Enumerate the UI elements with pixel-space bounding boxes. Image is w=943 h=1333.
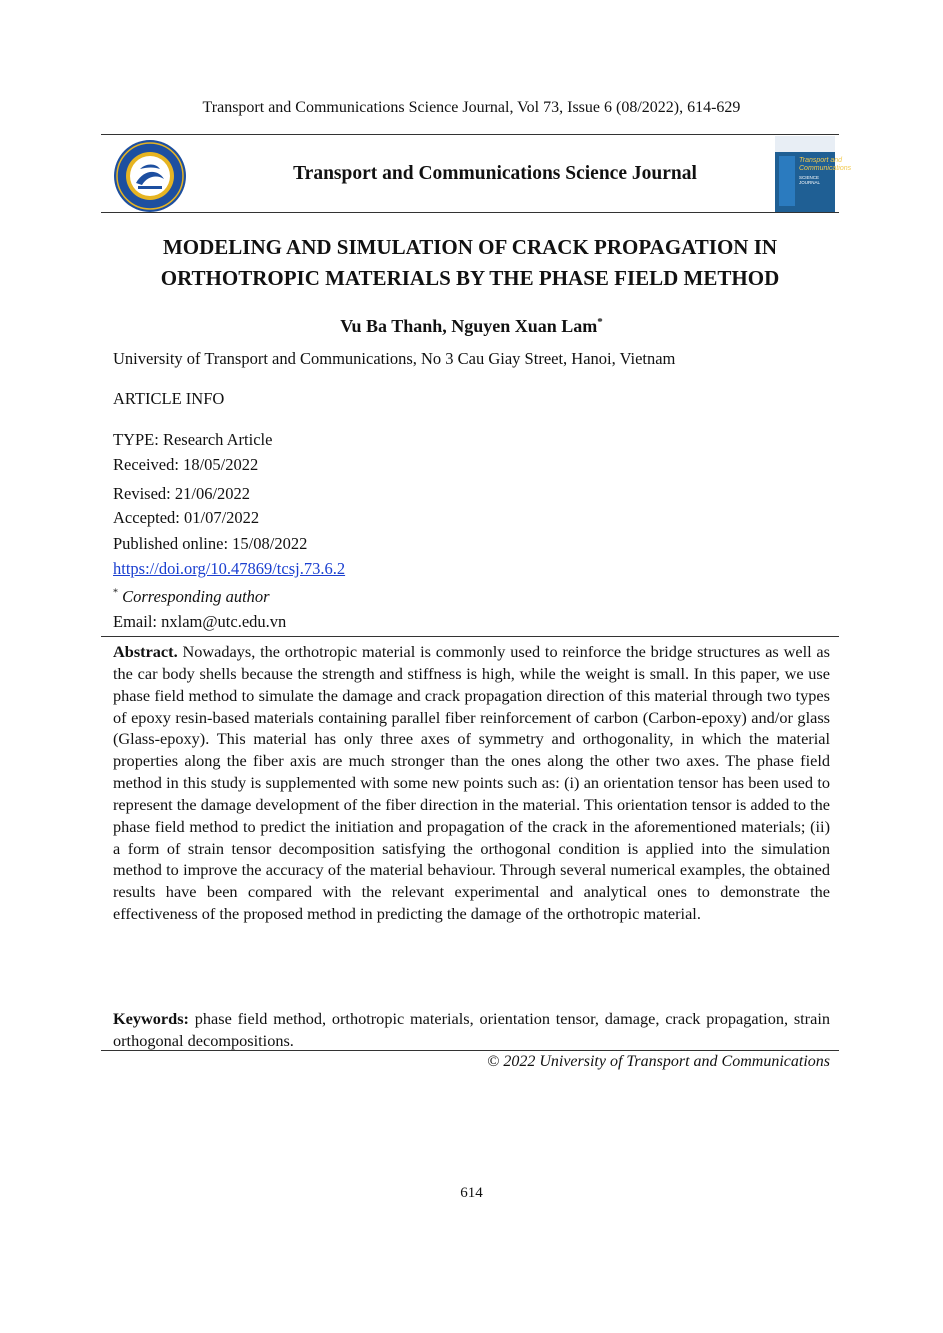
corresponding-mark: *	[597, 316, 603, 328]
journal-cover-image	[775, 136, 852, 212]
author-names: Vu Ba Thanh, Nguyen Xuan Lam	[340, 316, 598, 336]
abstract-label: Abstract.	[113, 642, 178, 661]
article-info-heading: ARTICLE INFO	[113, 389, 225, 408]
keywords	[113, 1008, 830, 1051]
page-number: 614	[460, 1185, 483, 1201]
corresponding-note-mark: *	[113, 587, 118, 599]
abstract	[113, 641, 830, 925]
university-logo-icon	[110, 139, 190, 213]
article-type: TYPE: Research Article	[113, 430, 273, 449]
affiliation: University of Transport and Communications, No 3 Cau Giay Street, Hanoi, Vietnam	[113, 349, 676, 368]
keywords-label: Keywords:	[113, 1009, 189, 1028]
running-header: Transport and Communications Science Journal, Vol 73, Issue 6 (08/2022), 614-629	[202, 99, 741, 116]
copyright: © 2022 University of Transport and Communications	[487, 1053, 830, 1070]
revised-date: Revised: 21/06/2022	[113, 484, 251, 503]
corresponding-author-label: Corresponding author	[122, 587, 270, 606]
abstract-text: Nowadays, the orthotropic material is commonly used to reinforce the bridge structures as well as the car body shells because the strength and stiffness is high, while the weight is small. In this paper, we use phase field method to simulate the damage and crack propagation direction of this material through two types of epoxy resin-based materials containing parallel fiber reinforcement of carbon (Carbon-epoxy) and/or glass (Glass-epoxy). This material has only three axes of symmetry and orthogonality, in which the material properties along the fiber axis are much stronger than the ones along the other two axes. The phase field method in this study is supplemented with some new points such as: (i) an orientation tensor has been used to represent the damage development of the fiber direction in the material. This orientation tensor is added to the phase field method to predict the initiation and propagation of the crack in the aforementioned materials; (ii) a form of strain tensor decomposition satisfying the orthogonal condition is applied into the simulation method to improve the accuracy of the material behaviour. Through several numerical examples, the obtained results have been compared with the relevant experimental and analytical ones to demonstrate the effectiveness of the proposed method in predicting the damage of the orthotropic material.	[113, 642, 830, 924]
paper-title-line-2: ORTHOTROPIC MATERIALS BY THE PHASE FIELD METHOD	[160, 266, 780, 290]
cover-title: Transport and Communications	[799, 157, 852, 172]
authors	[0, 316, 943, 337]
corresponding-author-note	[113, 587, 270, 607]
accepted-date: Accepted: 01/07/2022	[113, 508, 260, 527]
abstract-rule-top	[101, 636, 839, 637]
keywords-text: phase field method, orthotropic materials, orientation tensor, damage, crack propagation, strain orthogonal decompositions.	[113, 1009, 830, 1050]
paper-title-line-1: MODELING AND SIMULATION OF CRACK PROPAGATION IN	[162, 235, 778, 259]
doi-link[interactable]: https://doi.org/10.47869/tcsj.73.6.2	[113, 559, 346, 578]
paper-title	[101, 232, 839, 294]
received-date: Received: 18/05/2022	[113, 455, 259, 474]
published-date: Published online: 15/08/2022	[113, 534, 308, 553]
header-rule-top	[101, 134, 839, 135]
journal-title: Transport and Communications Science Journal	[293, 163, 697, 184]
header-rule-bottom	[101, 212, 839, 213]
email: Email: nxlam@utc.edu.vn	[113, 612, 287, 631]
cover-subtitle: SCIENCE JOURNAL	[799, 175, 821, 185]
abstract-rule-bottom	[101, 1050, 839, 1051]
